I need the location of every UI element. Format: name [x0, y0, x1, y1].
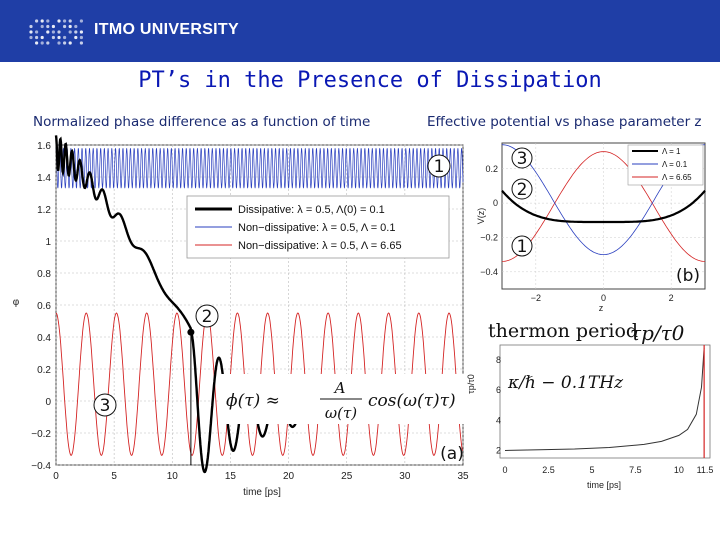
y-tick-label: 1.2 — [37, 205, 51, 216]
chart-b-xticks — [531, 293, 674, 303]
formula-numerator: A — [334, 379, 346, 397]
x-tick-label: 0 — [600, 293, 607, 303]
chart-c-annotation: κ/ℏ − 0.1THz — [508, 373, 624, 393]
chart-c-title-prefix: thermon period — [488, 320, 639, 342]
chart-a-ylabel: φ — [12, 297, 20, 308]
chart-c-xticks — [502, 465, 713, 475]
slide-title: PT’s in the Presence of Dissipation — [138, 68, 602, 93]
chart-c-title-math: τp/τ0 — [630, 321, 685, 345]
x-tick-label: 35 — [457, 471, 469, 482]
chart-a-yticks — [31, 141, 51, 472]
x-tick-label: 20 — [283, 471, 295, 482]
legend-b-label-1: Λ = 0.1 — [662, 160, 688, 169]
formula-lhs: ϕ(τ) ≈ — [226, 391, 280, 411]
chart-b-ylabel: V(z) — [476, 207, 486, 225]
marker-1 — [428, 155, 450, 177]
x-tick-label: 0 — [502, 465, 508, 475]
x-tick-label: 10 — [166, 471, 178, 482]
y-tick-label: −0.4 — [480, 266, 498, 277]
legend-label-nondissipative-665: Non−dissipative: λ = 0.5, Λ = 6.65 — [238, 240, 402, 252]
x-tick-label: 7.5 — [629, 465, 642, 475]
marker-3-label: 3 — [99, 396, 111, 416]
y-tick-label: −0.2 — [480, 232, 498, 243]
x-tick-label: −2 — [530, 293, 541, 303]
transition-point — [187, 329, 194, 336]
chart-c — [466, 320, 713, 490]
y-tick-label: 6 — [495, 385, 501, 396]
panel-tag-b: (b) — [675, 266, 701, 286]
marker-b-2-label: 2 — [516, 180, 528, 200]
y-tick-label: 0.6 — [37, 301, 51, 312]
x-tick-label: 10 — [673, 465, 684, 475]
chart-b — [476, 143, 705, 313]
x-tick-label: 5 — [111, 471, 117, 482]
y-tick-label: 0.2 — [485, 163, 498, 174]
y-tick-label: 0.2 — [37, 365, 51, 376]
formula — [218, 374, 468, 424]
chart-a-xlabel: time [ps] — [243, 487, 281, 498]
y-tick-label: 2 — [495, 445, 501, 456]
formula-denominator: ω(τ) — [324, 404, 358, 422]
x-tick-label: 11.5 — [696, 465, 714, 475]
x-tick-label: 0 — [53, 471, 59, 482]
y-tick-label: −0.4 — [31, 461, 51, 472]
marker-1-label: 1 — [433, 157, 445, 177]
right-subtitle: Effective potential vs phase parameter z — [427, 114, 702, 130]
chart-a-legend — [187, 196, 449, 258]
chart-b-xlabel: z — [598, 303, 604, 313]
legend-b-label-2: Λ = 6.65 — [662, 173, 692, 182]
legend-label-nondissipative-01: Non−dissipative: λ = 0.5, Λ = 0.1 — [238, 222, 396, 234]
y-tick-label: 0.4 — [37, 333, 51, 344]
chart-a-xticks — [53, 471, 469, 482]
y-tick-label: 1.6 — [37, 141, 51, 152]
y-tick-label: 1 — [45, 237, 51, 248]
chart-a — [13, 135, 469, 498]
left-subtitle: Normalized phase difference as a function of time — [33, 114, 371, 130]
marker-b-3-label: 3 — [516, 149, 528, 169]
marker-2-label: 2 — [201, 307, 213, 327]
x-tick-label: 2 — [668, 293, 674, 303]
x-tick-label: 15 — [224, 471, 236, 482]
x-tick-label: 25 — [341, 471, 353, 482]
x-tick-label: 30 — [399, 471, 411, 482]
chart-c-ylabel: τp/τ0 — [466, 374, 476, 394]
y-tick-label: 0 — [492, 198, 498, 209]
chart-c-xlabel: time [ps] — [586, 480, 622, 490]
legend-b-label-0: Λ = 1 — [662, 147, 681, 156]
legend-label-dissipative: Dissipative: λ = 0.5, Λ(0) = 0.1 — [238, 204, 385, 216]
x-tick-label: 5 — [589, 465, 595, 475]
marker-b-1-label: 1 — [516, 237, 528, 257]
marker-2 — [196, 305, 218, 327]
chart-c-frame — [500, 345, 710, 458]
formula-rhs: cos(ω(τ)τ) — [368, 391, 456, 411]
y-tick-label: 8 — [495, 355, 501, 366]
marker-3 — [94, 394, 116, 416]
y-tick-label: −0.2 — [31, 429, 51, 440]
y-tick-label: 0 — [45, 397, 51, 408]
y-tick-label: 4 — [495, 415, 501, 426]
y-tick-label: 0.8 — [37, 269, 51, 280]
panel-tag-a: (a) — [440, 444, 464, 464]
logo-text: ITMO UNIVERSITY — [94, 21, 239, 38]
chart-b-legend — [628, 145, 703, 185]
x-tick-label: 2.5 — [542, 465, 555, 475]
y-tick-label: 1.4 — [37, 173, 51, 184]
